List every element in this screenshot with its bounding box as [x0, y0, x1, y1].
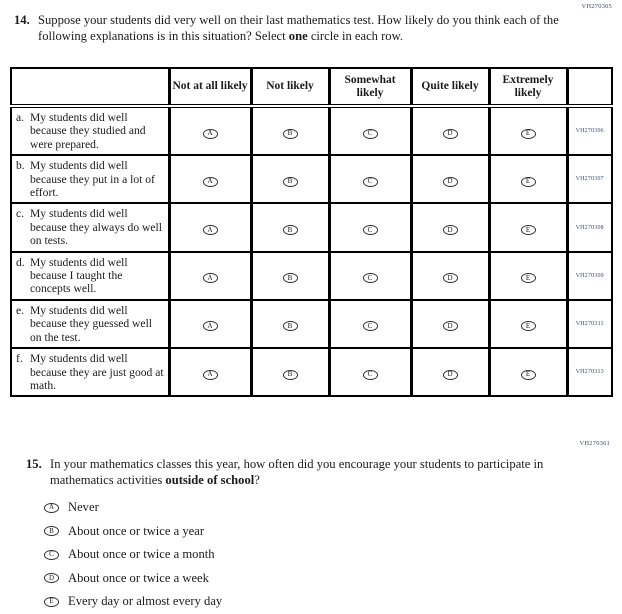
row-statement: My students did well because they studied and were prepared.: [30, 111, 146, 151]
answer-oval-d-somewhat[interactable]: C: [363, 273, 378, 283]
likert-header-extremely: Extremely likely: [489, 68, 567, 106]
question-15-text-pre: In your mathematics classes this year, how often did you encourage your students to participate in mathematics activities: [50, 457, 544, 487]
answer-oval-d-extremely[interactable]: E: [521, 273, 536, 283]
answer-oval-every-day[interactable]: E: [44, 597, 59, 607]
answer-oval-month[interactable]: C: [44, 550, 59, 560]
answer-oval-e-quite[interactable]: D: [443, 321, 458, 331]
answer-oval-e-extremely[interactable]: E: [521, 321, 536, 331]
row-statement: My students did well because I taught the concepts well.: [30, 255, 128, 296]
row-code: VH270313: [567, 348, 612, 396]
row-statement: My students did well because they are just good at math.: [30, 352, 164, 392]
table-row-b: [11, 155, 612, 203]
option-never[interactable]: [44, 496, 222, 520]
row-statement: My students did well because they put in a lot of effort.: [30, 159, 155, 200]
option-once-twice-month[interactable]: [44, 543, 222, 567]
likert-table: [10, 67, 613, 397]
row-letter: e.: [16, 303, 25, 317]
option-once-twice-week[interactable]: [44, 567, 222, 591]
answer-oval-d-quite[interactable]: D: [443, 273, 458, 283]
option-label: Never: [68, 500, 99, 515]
accession-code-q14: VH270305: [581, 3, 612, 10]
answer-oval-f-somewhat[interactable]: C: [363, 370, 378, 380]
answer-oval-f-extremely[interactable]: E: [521, 370, 536, 380]
answer-oval-e-not-likely[interactable]: B: [283, 321, 298, 331]
answer-oval-b-extremely[interactable]: E: [521, 177, 536, 187]
answer-oval-d-not-likely[interactable]: B: [283, 273, 298, 283]
table-row-c: [11, 203, 612, 251]
answer-oval-b-quite[interactable]: D: [443, 177, 458, 187]
table-row-d: [11, 252, 612, 300]
answer-oval-b-not-likely[interactable]: B: [283, 177, 298, 187]
likert-header-quite: Quite likely: [411, 68, 489, 106]
answer-oval-f-quite[interactable]: D: [443, 370, 458, 380]
answer-oval-a-extremely[interactable]: E: [521, 129, 536, 139]
answer-oval-c-not-at-all[interactable]: A: [203, 225, 218, 235]
answer-oval-c-extremely[interactable]: E: [521, 225, 536, 235]
table-row-e: [11, 300, 612, 348]
question-14-text-post: circle in each row.: [307, 28, 404, 43]
answer-oval-e-not-at-all[interactable]: A: [203, 321, 218, 331]
likert-header-code-col: [567, 68, 612, 106]
option-label: Every day or almost every day: [68, 594, 223, 609]
question-14-number: 14.: [14, 13, 30, 27]
row-letter: a.: [16, 111, 25, 124]
row-statement: My students did well because they always do well on tests.: [30, 207, 162, 248]
answer-oval-a-not-likely[interactable]: B: [283, 129, 298, 139]
question-14-text: [38, 13, 562, 44]
option-every-day[interactable]: [44, 590, 222, 614]
accession-code-q15: VH270361: [579, 440, 610, 447]
answer-oval-c-quite[interactable]: D: [443, 225, 458, 235]
answer-oval-d-not-at-all[interactable]: A: [203, 273, 218, 283]
row-code: VH270309: [567, 252, 612, 300]
answer-oval-week[interactable]: D: [44, 573, 59, 583]
row-letter: d.: [16, 255, 25, 269]
answer-oval-b-not-at-all[interactable]: A: [203, 177, 218, 187]
answer-oval-c-somewhat[interactable]: C: [363, 225, 378, 235]
table-row-f: [11, 348, 612, 396]
question-15-options: [44, 496, 222, 614]
answer-oval-year[interactable]: B: [44, 526, 59, 536]
likert-header-row: [11, 68, 612, 106]
likert-header-somewhat: Somewhat likely: [329, 68, 411, 106]
likert-header-empty: [11, 68, 169, 106]
row-code: VH270308: [567, 203, 612, 251]
option-label: About once or twice a year: [68, 523, 205, 538]
question-14-text-pre: Suppose your students did very well on their last mathematics test. How likely do you think each of the following explanations is in this situation? Select: [38, 13, 559, 43]
table-row-a: [11, 106, 612, 155]
answer-oval-a-quite[interactable]: D: [443, 129, 458, 139]
option-label: About once or twice a week: [68, 570, 209, 585]
option-once-twice-year[interactable]: [44, 520, 222, 544]
answer-oval-a-somewhat[interactable]: C: [363, 129, 378, 139]
answer-oval-a-not-at-all[interactable]: A: [203, 129, 218, 139]
question-14: [14, 13, 562, 44]
question-15-text-bold: outside of school: [165, 472, 255, 487]
answer-oval-never[interactable]: A: [44, 503, 59, 513]
answer-oval-b-somewhat[interactable]: C: [363, 177, 378, 187]
question-15-number: 15.: [26, 457, 42, 471]
likert-header-not-at-all: Not at all likely: [169, 68, 251, 106]
answer-oval-e-somewhat[interactable]: C: [363, 321, 378, 331]
option-label: About once or twice a month: [68, 547, 215, 562]
row-code: VH270311: [567, 300, 612, 348]
row-letter: c.: [16, 207, 25, 221]
row-code: VH270306: [567, 106, 612, 155]
row-code: VH270307: [567, 155, 612, 203]
answer-oval-c-not-likely[interactable]: B: [283, 225, 298, 235]
row-statement: My students did well because they guessed well on the test.: [30, 303, 153, 344]
row-letter: b.: [16, 159, 25, 173]
question-14-text-bold: one: [288, 28, 308, 43]
row-letter: f.: [16, 352, 23, 366]
likert-header-not-likely: Not likely: [251, 68, 329, 106]
question-15-text-post: ?: [254, 472, 260, 487]
question-15-text: [50, 457, 566, 488]
answer-oval-f-not-at-all[interactable]: A: [203, 370, 218, 380]
question-15: [26, 457, 566, 488]
answer-oval-f-not-likely[interactable]: B: [283, 370, 298, 380]
